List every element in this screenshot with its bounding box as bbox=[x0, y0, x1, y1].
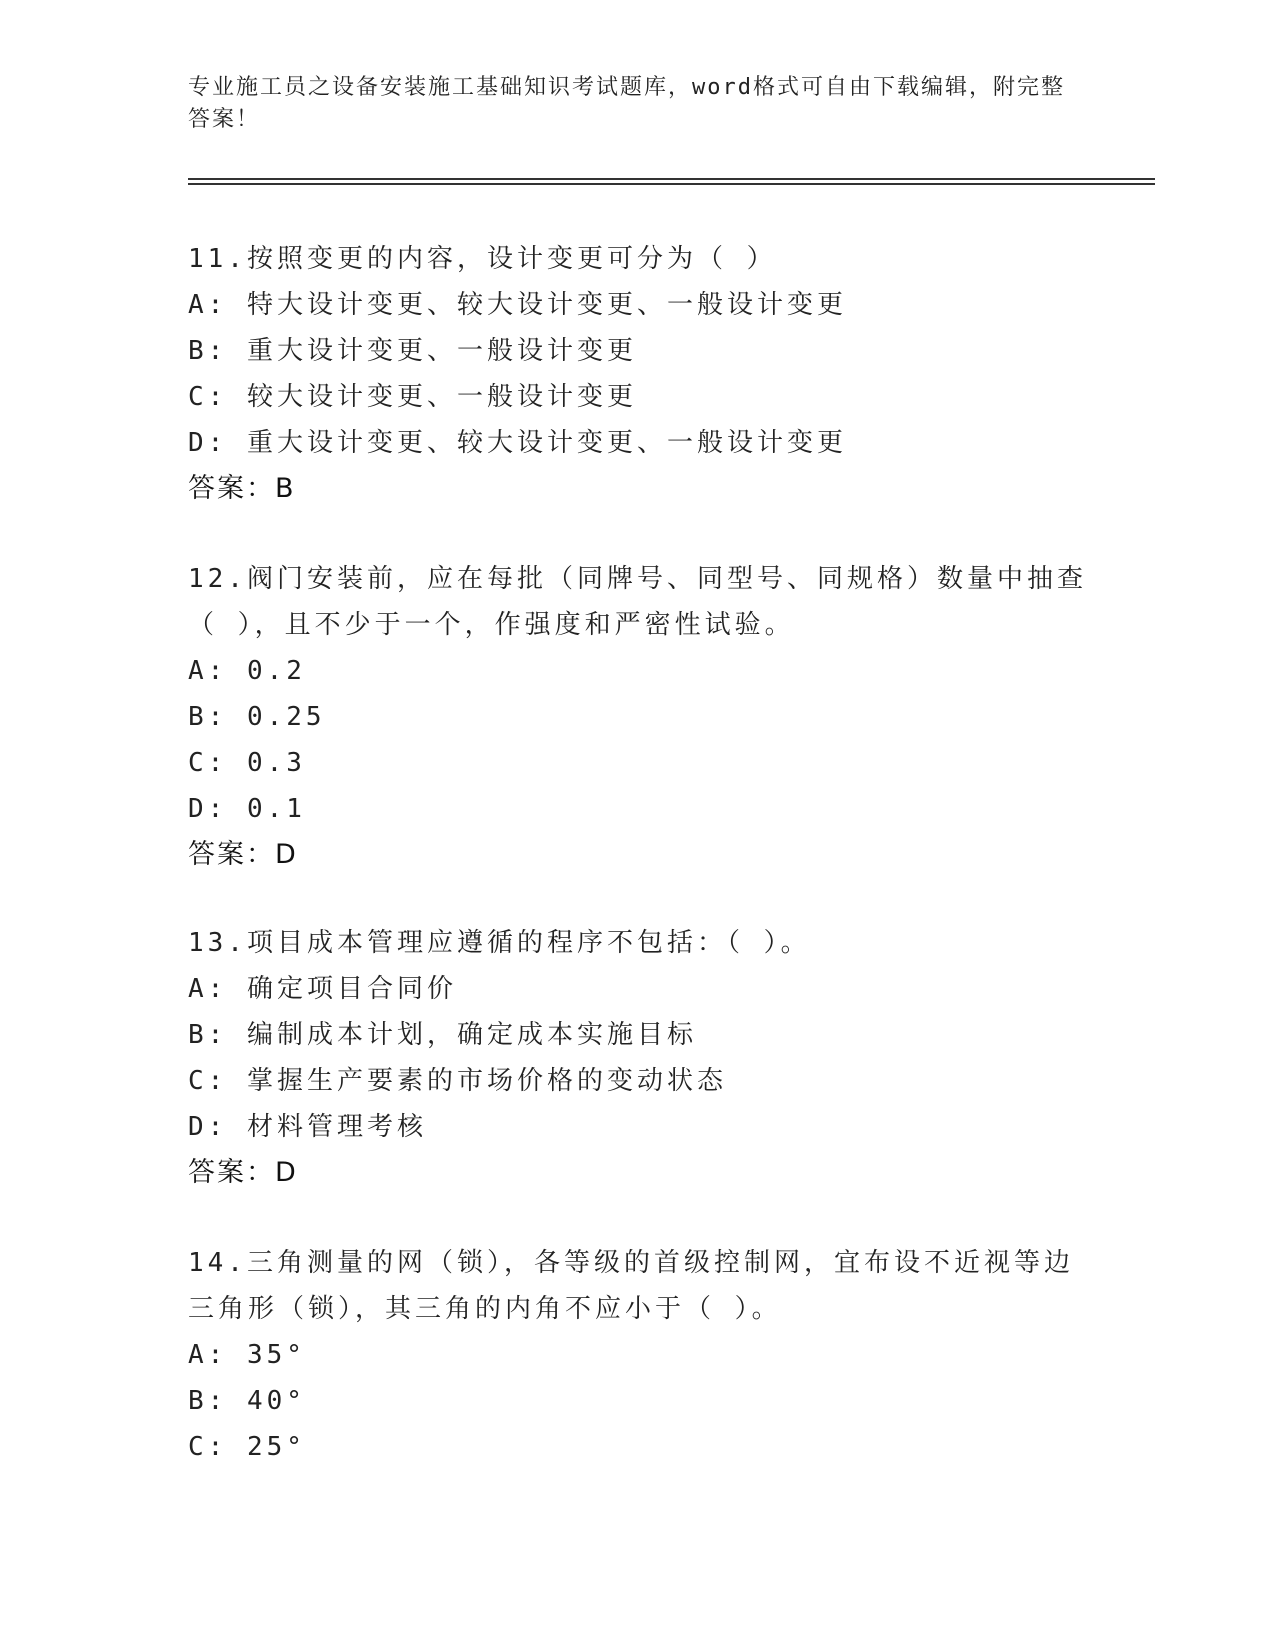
option-c: C: 0.3 bbox=[188, 748, 306, 778]
question-11 bbox=[188, 236, 1088, 512]
question-stem: 14.三角测量的网（锁），各等级的首级控制网，宜布设不近视等边三角形（锁），其三角的内角不应小于（ ）。 bbox=[188, 1248, 1074, 1324]
header-divider-double bbox=[188, 183, 1155, 185]
option-d: D: 重大设计变更、较大设计变更、一般设计变更 bbox=[188, 428, 847, 458]
answer: 答案：D bbox=[188, 1157, 298, 1188]
option-c: C: 较大设计变更、一般设计变更 bbox=[188, 382, 637, 412]
question-stem: 11.按照变更的内容，设计变更可分为（ ） bbox=[188, 244, 777, 274]
option-a: A: 确定项目合同价 bbox=[188, 974, 457, 1004]
option-a: A: 特大设计变更、较大设计变更、一般设计变更 bbox=[188, 290, 847, 320]
question-stem: 12.阀门安装前，应在每批（同牌号、同型号、同规格）数量中抽查（ ），且不少于一个，作强度和严密性试验。 bbox=[188, 564, 1087, 640]
option-d: D: 0.1 bbox=[188, 794, 306, 824]
option-b: B: 40° bbox=[188, 1386, 306, 1416]
document-header: 专业施工员之设备安装施工基础知识考试题库，word格式可自由下载编辑，附完整答案！ bbox=[188, 75, 1065, 132]
question-13 bbox=[188, 920, 1088, 1196]
option-a: A: 0.2 bbox=[188, 656, 306, 686]
header-divider bbox=[188, 178, 1155, 180]
question-12 bbox=[188, 556, 1088, 878]
option-d: D: 材料管理考核 bbox=[188, 1112, 427, 1142]
question-14 bbox=[188, 1240, 1088, 1470]
answer: 答案：B bbox=[188, 473, 296, 504]
question-stem: 13.项目成本管理应遵循的程序不包括：（ ）。 bbox=[188, 928, 811, 958]
answer: 答案：D bbox=[188, 839, 298, 870]
option-b: B: 0.25 bbox=[188, 702, 326, 732]
option-c: C: 掌握生产要素的市场价格的变动状态 bbox=[188, 1066, 727, 1096]
option-b: B: 重大设计变更、一般设计变更 bbox=[188, 336, 637, 366]
option-c: C: 25° bbox=[188, 1432, 306, 1462]
option-b: B: 编制成本计划，确定成本实施目标 bbox=[188, 1020, 697, 1050]
option-a: A: 35° bbox=[188, 1340, 306, 1370]
